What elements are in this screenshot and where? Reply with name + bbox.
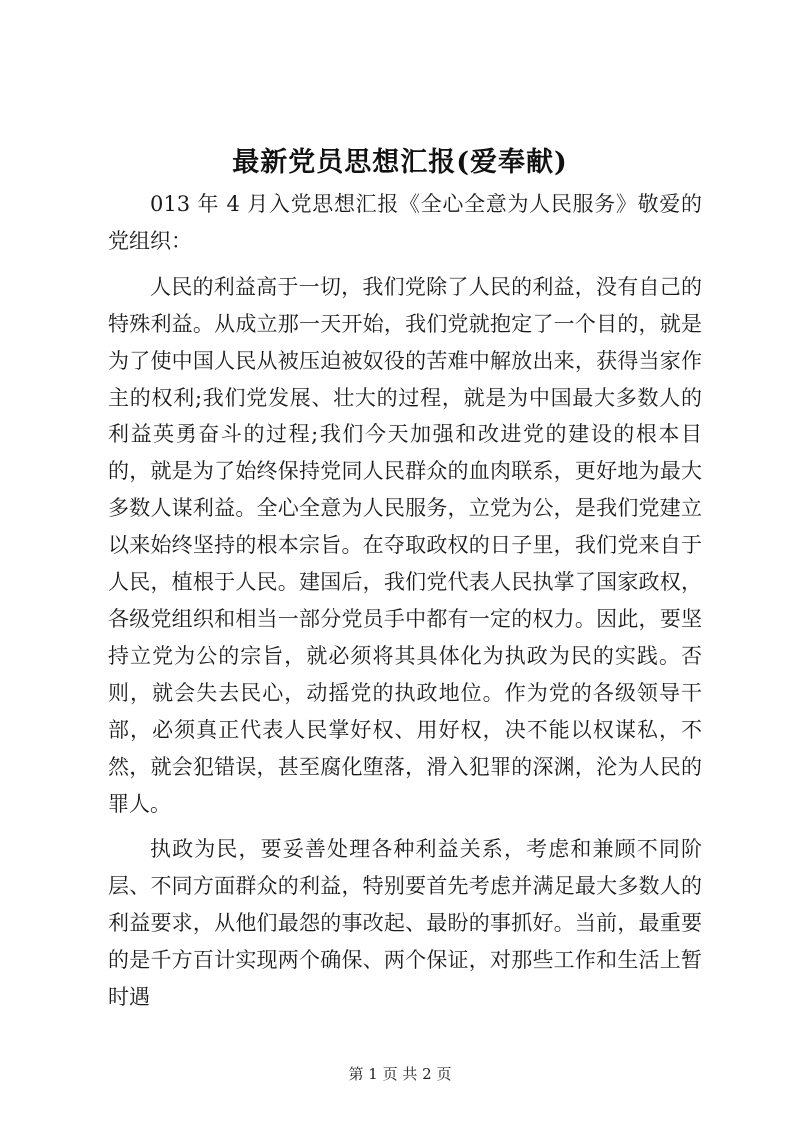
document-body xyxy=(108,186,702,1025)
paragraph-governing-for-people: 执政为民，要妥善处理各种利益关系，考虑和兼顾不同阶层、不同方面群众的利益，特别要首先考虑并满足最大多数人的利益要求，从他们最怨的事改起、最盼的事抓好。当前，最重要的是千方百计实现两个确保、两个保证，对那些工作和生活上暂时遇 xyxy=(108,837,702,1010)
page-footer: 第 1 页 共 2 页 xyxy=(348,1065,452,1083)
document-title: 最新党员思想汇报(爱奉献) xyxy=(232,147,568,178)
paragraph-people-interests: 人民的利益高于一切，我们党除了人民的利益，没有自己的特殊利益。从成立那一天开始，我们党就抱定了一个目的，就是为了使中国人民从被压迫被奴役的苦难中解放出来，获得当家作主的权利;我们党发展、壮大的过程，就是为中国最大多数人的利益英勇奋斗的过程;我们今天加强和改进党的建设的根本目的，就是为了始终保持党同人民群众的血肉联系，更好地为最大多数人谋利益。全心全意为人民服务，立党为公，是我们党建立以来始终坚持的根本宗旨。在夺取政权的日子里，我们党来自于人民，植根于人民。建国后，我们党代表人民执掌了国家政权，各级党组织和相当一部分党员手中都有一定的权力。因此，要坚持立党为公的宗旨，就必须将其具体化为执政为民的实践。否则，就会失去民心，动摇党的执政地位。作为党的各级领导干部，必须真正代表人民掌好权、用好权，决不能以权谋私，不然，就会犯错误，甚至腐化堕落，滑入犯罪的深渊，沦为人民的罪人。 xyxy=(108,274,702,816)
paragraph-intro: 013 年 4 月入党思想汇报《全心全意为人民服务》敬爱的党组织： xyxy=(108,192,702,253)
